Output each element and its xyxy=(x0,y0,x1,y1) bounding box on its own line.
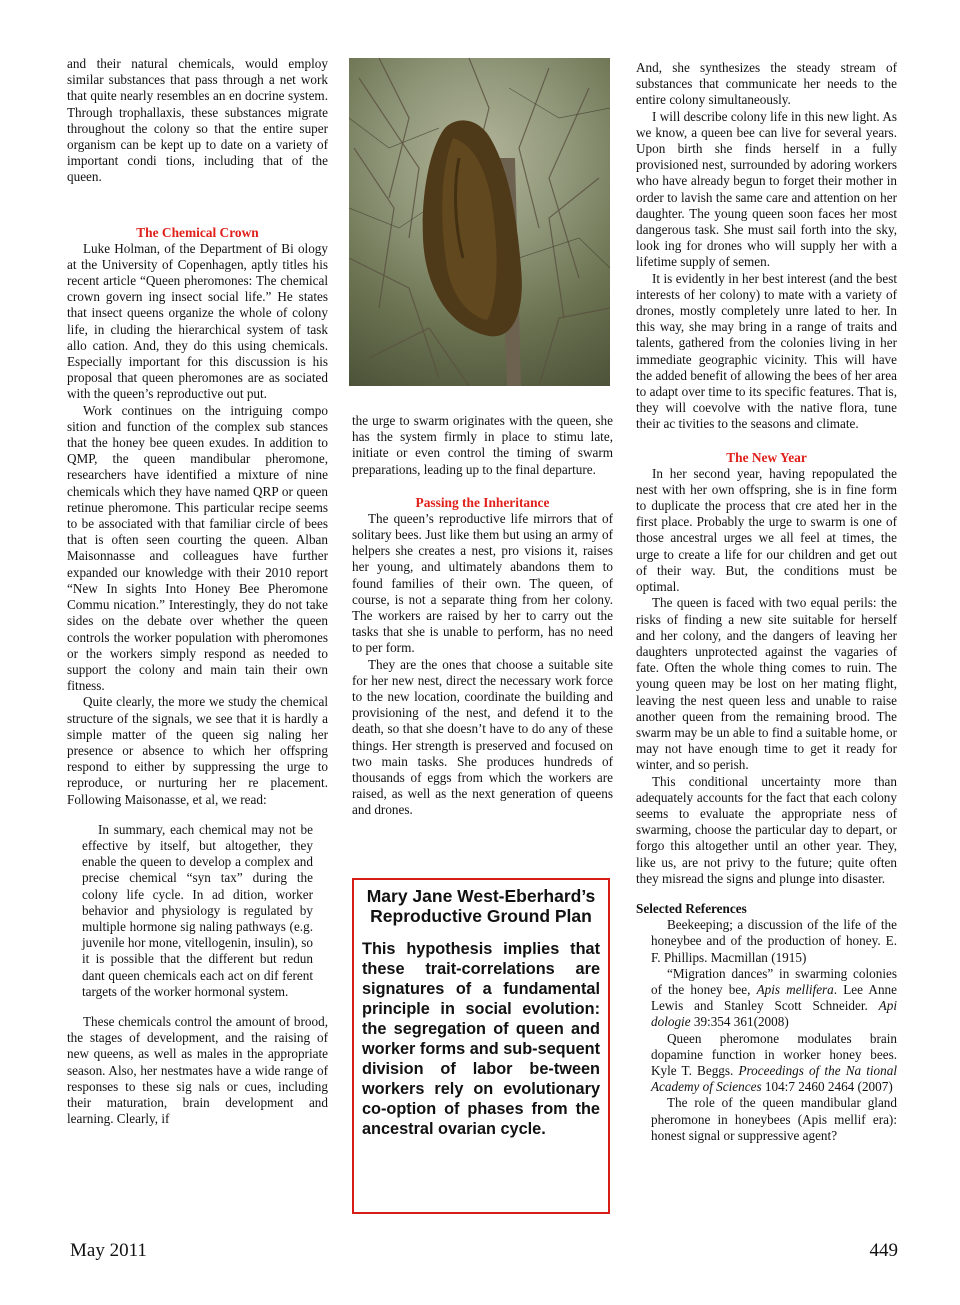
paragraph: And, she synthesizes the steady stream of substances that communicate her needs to the entire colony simultaneously. xyxy=(636,60,897,108)
paragraph: These chemicals control the amount of brood, the stages of development, and the raising of new queens, as well as males in the appropriate season. Also, her nestmates have a wide range of responses to these sig nals or cues, including their maturation, brain development and learning. Clearly, if xyxy=(67,1013,328,1127)
column-3 xyxy=(636,60,897,1144)
quote-text: In summary, each chemical may not be effective by itself, but altogether, they enable the queen to develop a complex and precise chemical “syn tax” during the colony life cycle. In ad dition, worker behavior and physiology is regulated by multiple hormone sig naling pathways (e.g. juvenile hor mone, vitellogenin, insulin), so it is possible that the different but redun dant queen chemicals each act on dif ferent targets of the worker hormonal system. xyxy=(82,821,313,999)
reference-item: Beekeeping; a discussion of the life of the honeybee and of the production of honey. E. F. Phillips. Macmillan (1915) xyxy=(651,917,897,965)
ref-text: Queen pheromone modulates brain dopamine function in worker honey bees. Kyle T. Beggs. xyxy=(651,1030,897,1078)
bee-swarm-photo xyxy=(349,58,610,386)
paragraph: In her second year, having repopulated the nest with her own offspring, she is in fine form to duplicate the process that cre ated her in the first place. Probably the urge to swarm is one of those ancestral urges we all feel at times, the urge to create a life for our children and get out of their way. But, the conditions must be optimal. xyxy=(636,465,897,595)
ref-journal: Api dologie xyxy=(651,998,897,1030)
references-heading: Selected References xyxy=(636,900,747,916)
paragraph: Quite clearly, the more we study the chemical structure of the signals, we see that it is hardly a simple matter of the queen sig naling her presence or absence to which her offspring respond to either by suppressing the urge to reproduce, or nurturing her re placement. Following Maisonasse, et al, we read: xyxy=(67,694,328,807)
paragraph: and their natural chemicals, would employ similar substances that pass through a net work that quite nearly resembles an en docrine system. Through trophallaxis, these substances migrate throughout the colony so that the entire super organism can be kept up to date on a variety of important condi tions, including that of the queen. xyxy=(67,56,328,185)
column-1 xyxy=(67,56,328,1127)
section-heading-passing-inheritance: Passing the Inheritance xyxy=(415,494,550,510)
paragraph: They are the ones that choose a suitable site for her new nest, direct the necessary work force to the new location, coordinate the building and provisioning of the nest, and defend it to the death, so that she doesn’t have to do any of these things. Her strength is preserved and focused on two main tasks. She produces hundreds of thousands of eggs from which the workers are raised, as well as the next generation of queens and drones. xyxy=(352,656,613,818)
page-number: 449 xyxy=(869,1240,898,1261)
paragraph: It is evidently in her best interest (and the best interests of her colony) to mate with a variety of drones, mostly completely unre lated to her. In this way, she may bring in a range of traits and talents, gathered from the colonies living in her immediate geographic vicinity. This will have the added benefit of allowing the bees of her area to adapt over time to its specific features. That is, they will coevolve with the native flora, tune their ac tivities to the seasons and climate. xyxy=(636,270,897,432)
reference-item: The role of the queen mandibular gland pheromone in honeybees (Apis mellif era): honest signal or suppressive agent? xyxy=(651,1095,897,1143)
paragraph: The queen’s reproductive life mirrors that of solitary bees. Just like them but using an army of helpers she creates a nest, pro visions it, raises her young, and ultimately abandons them to found families of their own. The queen, of course, is not a separate thing from her colony. The workers are raised by her to carry out the tasks that she is unable to perform, has no need to per form. xyxy=(352,510,613,656)
paragraph: This conditional uncertainty more than adequately accounts for the fact that each colony seems to evaluate the appropriate ness of swarming, choose the particular day to depart, or forgo this altogether until an other year. They, like us, are not privy to the future; quite often they misread the signs and plunge into disaster. xyxy=(636,773,897,886)
column-2 xyxy=(352,413,613,819)
callout-body: This hypothesis implies that these trait-correlations are signatures of a fundamental principle in social evolution: the segregation of queen and worker forms and sub-sequent division of labor be-tween workers rely on evolutionary co-option of phases from the ancestral ovarian cycle. xyxy=(362,940,600,1138)
paragraph: the urge to swarm originates with the queen, she has the system firmly in place to stimu late, initiate or even control the timing of swarm preparations, leading up to the final departure. xyxy=(352,413,613,477)
ref-text: “Migration dances” in swarming colonies of the honey bee, xyxy=(651,965,897,997)
section-heading-new-year: The New Year xyxy=(726,449,807,465)
callout-title: Mary Jane West-Eberhard’s Reproductive Ground Plan xyxy=(366,886,596,926)
callout-box xyxy=(352,878,610,1214)
bee-swarm-illustration xyxy=(349,58,610,386)
reference-item xyxy=(636,1031,897,1096)
ref-species: Apis mellifera xyxy=(756,981,834,997)
paragraph: The queen is faced with two equal perils: the risks of finding a new site suitable for herself and her colony, and the dangers of leaving her daughters unprotected against the vagaries of fate. Often the whole thing comes to ruin. The young queen may be lost on her mating flight, leaving the nest queen less and unable to raise another queen from the remaining brood. The swarm may be un able to find a suitable home, or may not have enough time to get it ready for winter, and so perish. xyxy=(636,595,897,773)
paragraph: Luke Holman, of the Department of Bi ology at the University of Copenhagen, aptly titles his recent article “Queen pheromones: The chemical crown govern ing insect social life.” He states that insect queens organize the whole of colony life, in cluding the hierarchical system of task allo cation. And, they do this using chemicals. Especially important for this discussion is his proposal that queen pheromones are as sociated with the queen’s reproductive out put. xyxy=(67,240,328,402)
ref-journal: Proceedings of the Na tional Academy of Sciences xyxy=(651,1062,897,1095)
ref-text: 39:354 361(2008) xyxy=(690,1014,789,1030)
ref-text: . Lee Anne Lewis and Stanley Scott Schneider. xyxy=(651,981,897,1014)
paragraph: I will describe colony life in this new light. As we know, a queen bee can live for several years. Upon birth she finds herself in a fully provisioned nest, surrounded by adoring workers who have already begun to forget their mother in order to lavish the same care and attention on her daughter. The young queen soon faces her most dangerous task. She must sail forth into the sky, look ing for drones who will supply her with a lifetime supply of semen. xyxy=(636,108,897,270)
footer-date: May 2011 xyxy=(70,1240,147,1261)
section-heading-chemical-crown: The Chemical Crown xyxy=(136,224,259,240)
reference-item xyxy=(636,966,897,1031)
block-quote xyxy=(67,822,328,1000)
ref-text: 104:7 2460 2464 (2007) xyxy=(761,1079,893,1095)
paragraph: Work continues on the intriguing compo sition and function of the complex sub stances that the honey bee queen exudes. In addition to QMP, the queen mandibular pheromone, researchers have identified a mixture of nine chemicals which they have named QRP or queen retinue pheromone. This particular recipe seems to be associated with that familiar circle of bees that is often seen courting the queen. Alban Maisonnasse and colleagues have further expanded our knowledge with their 2010 report “New In sights Into Honey Bee Pheromone Commu nication.” Interestingly, they do not take sides on the debate over whether the queen controls the worker population with pheromones or the workers simply respond as needed to support the colony and main tain their own fitness. xyxy=(67,402,328,694)
